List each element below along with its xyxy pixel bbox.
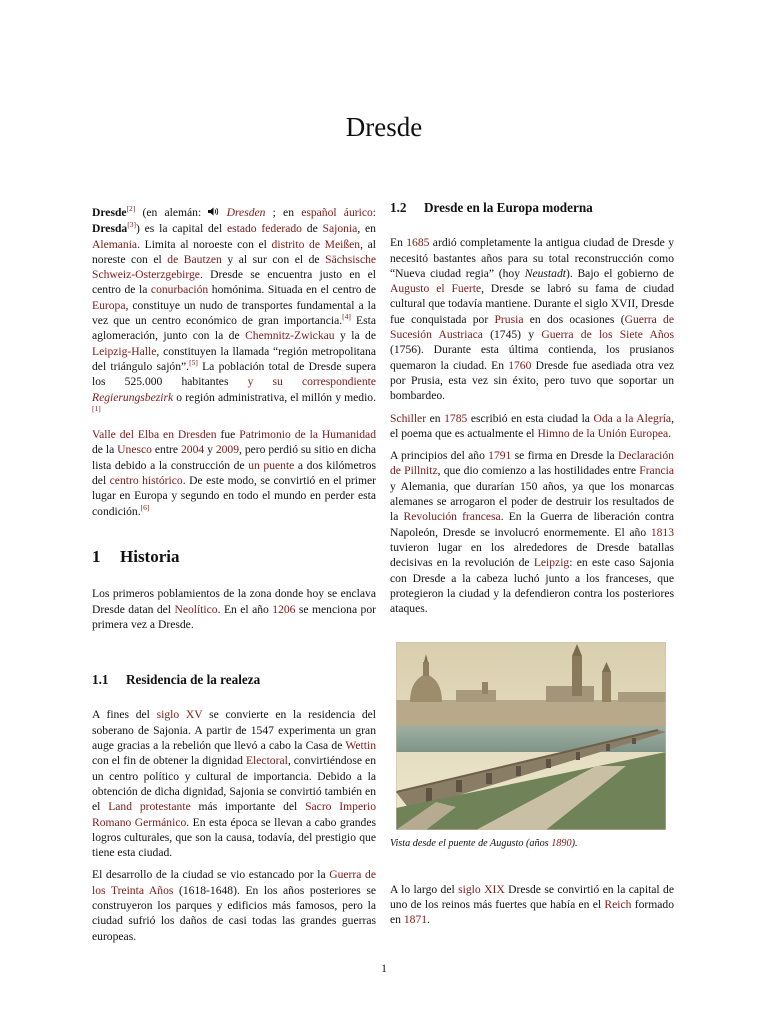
residencia-paragraph: A fines del siglo XV se convierte en la residencia del soberano de Sajonia. A partir de 1547 experimenta un gran auge gracias a la rebelión que llevó a cabo la Casa de Wettin con el fin de obtener la dignidad Electoral, convirtiéndose en un centro político y cultural de importancia. Debido a la obtención de dicha dignidad, Sajonia se convirtió también en el Land protestante más importante del Sacro Imperio Romano Germánico. En esta época se llevan a cabo grandes logros culturales, que son la causa, todavía, del prestigio que tiene esta ciudad. (92, 708, 377, 860)
link-revolucion-francesa[interactable]: Revolución francesa (403, 510, 501, 524)
ref-4[interactable]: [4] (342, 312, 351, 322)
link-sajonia[interactable]: Sajonia (322, 222, 358, 236)
link-1785[interactable]: 1785 (444, 411, 468, 425)
link-electoral[interactable]: Electoral (245, 754, 288, 768)
link-schiller[interactable]: Schiller (390, 411, 427, 425)
link-bautzen[interactable]: de Bautzen (167, 252, 222, 266)
link-siete-anos[interactable]: Guerra de los Siete Años (541, 328, 674, 342)
link-valle[interactable]: Valle del Elba en Dresden (92, 428, 217, 442)
right-column (390, 200, 674, 935)
speaker-icon[interactable] (208, 206, 219, 221)
lead-paragraph: Dresde[2] (en alemán: Dresden ; en español áurico: Dresda[3]) es la capital del estado federado de Sajonia, en Alemania. Limita al noroeste con el distrito de Meißen, al noreste con el de Bautzen y al sur con el de Sächsische Schweiz-Osterzgebirge. Dresde se encuentra justo en el centro de la conurbación homónima. Situada en el centro de Europa, constituye un nudo de transportes fundamental a la vez que un centro económico de gran importancia.[4] Esta aglomeración, junto con la de Chemnitz-Zwickau y la de Leipzig-Halle, constituyen la llamada “región metropolitana del triángulo sajón”.[5] La población total de Dresde supera los 525.000 habitantes y su correspondiente Regierungsbezirk o región administrativa, el millón y medio.[1] (92, 204, 377, 413)
link-1206[interactable]: 1206 (272, 602, 296, 616)
link-1791[interactable]: 1791 (488, 449, 512, 463)
link-regierungsbezirk[interactable]: Regierungsbezirk (92, 390, 174, 404)
left-column (92, 205, 376, 951)
link-1813[interactable]: 1813 (650, 525, 674, 539)
link-francia[interactable]: Francia (639, 464, 675, 478)
schiller-paragraph: Schiller en 1785 escribió en esta ciudad la Oda a la Alegría, el poema que es actualmente el Himno de la Unión Europea. (390, 411, 674, 440)
link-unesco[interactable]: Unesco (117, 443, 152, 457)
link-pillnitz[interactable]: Declaración de Pillnitz (390, 449, 674, 478)
link-sachsische[interactable]: Sächsische Schweiz-Osterzgebirge (92, 252, 377, 282)
siglo-xix-paragraph: A lo largo del siglo XIX Dresde se convirtió en la capital de uno de los reinos más fuertes que había en el Reich formado en 1871. (390, 882, 675, 927)
moderna-paragraph: En 1685 ardió completamente la antigua ciudad de Dresde y necesitó bastantes años para su total reconstrucción como “Nueva ciudad regia” (hoy Neustadt). Bajo el gobierno de Augusto el Fuerte, Dresde se labró su fama de ciudad cultural que todavía mantiene. Durante el siglo XVII, Dresde fue conquistada por Prusia en dos ocasiones (Guerra de Sucesión Austriaca (1745) y Guerra de los Siete Años (1756). Durante esta última contienda, los prusianos quemaron la ciudad. En 1760 Dresde fue asediada otra vez por Prusia, esta vez sin éxito, pero tuvo que soportar un bombardeo. (390, 236, 675, 403)
link-1685[interactable]: 1685 (406, 236, 430, 250)
figure-caption: Vista desde el puente de Augusto (años 1890). (390, 838, 578, 850)
link-dresden[interactable]: Dresden (226, 206, 266, 219)
link-guerra-treinta-anos[interactable]: Guerra de los Treinta Años (92, 868, 376, 897)
ref-2[interactable]: [2] (126, 204, 136, 213)
link-sucesion-austriaca[interactable]: Guerra de Sucesión Austriaca (390, 312, 674, 342)
link-puente[interactable]: un puente (248, 458, 295, 472)
link-patrimonio[interactable]: Patrimonio de la Humanidad (239, 428, 376, 442)
link-siglo-xix[interactable]: siglo XIX (458, 882, 505, 896)
link-1890[interactable]: 1890 (551, 838, 572, 850)
ref-5[interactable]: [5] (189, 357, 198, 367)
link-reich[interactable]: Reich (604, 898, 632, 912)
unesco-paragraph: Valle del Elba en Dresden fue Patrimonio de la Humanidad de la Unesco entre 2004 y 2009, pero perdió su sitio en dicha lista debido a la construcción de un puente a dos kilómetros del centro histórico. De este modo, se convirtió en el primer lugar en Europa y segundo en todo el mundo en perder esta condición.[6] (92, 428, 377, 518)
link-correspondiente[interactable]: y su correspondiente (247, 375, 376, 389)
link-estado-federado[interactable]: estado federado (226, 222, 302, 236)
term-dresda: Dresda (92, 222, 128, 236)
link-2009[interactable]: 2009 (215, 443, 240, 457)
link-leipzig-halle[interactable]: Leipzig-Halle (92, 344, 157, 358)
link-siglo-xv[interactable]: siglo XV (156, 708, 203, 722)
link-himno-union-europea[interactable]: Himno de la Unión Europea (537, 426, 669, 440)
figure (390, 642, 666, 851)
link-2004[interactable]: 2004 (180, 443, 205, 457)
section-heading-historia: 1 Historia (92, 546, 180, 566)
link-alemania[interactable]: Alemania (92, 237, 138, 251)
link-augusto-el-fuerte[interactable]: Augusto el Fuerte (390, 282, 482, 296)
page-title: Dresde (345, 112, 423, 142)
link-leipzig[interactable]: Leipzig (533, 556, 570, 570)
link-neolitico[interactable]: Neolítico (174, 602, 218, 616)
link-meissen[interactable]: distrito de Meißen (271, 237, 361, 251)
section-heading-residencia: 1.1 Residencia de la realeza (92, 672, 261, 688)
section-heading-moderna: 1.2 Dresde en la Europa moderna (390, 200, 593, 215)
link-1760[interactable]: 1760 (508, 358, 532, 372)
ref-3[interactable]: [3] (127, 220, 136, 230)
link-conurbacion[interactable]: conurbación (150, 283, 209, 297)
link-wettin[interactable]: Wettin (345, 739, 376, 753)
treinta-anos-paragraph: El desarrollo de la ciudad se vio estancado por la Guerra de los Treinta Años (1618-1648). En los años posteriores se construyeron los parques y edificios más famosos, pero la ciudad sufrió los daños de casi todas las grandes guerras europeas. (92, 868, 376, 943)
pillnitz-paragraph: A principios del año 1791 se firma en Dresde la Declaración de Pillnitz, que dio comienzo a las hostilidades entre Francia y Alemania, que durarían 150 años, ya que los monarcas alemanes se arrogaron el poder de destruir los resultados de la Revolución francesa. En la Guerra de liberación contra Napoleón, Dresde se involucró enormemente. El año 1813 tuvieron lugar en los alrededores de Dresde batallas decisivas en la revolución de Leipzig: en este caso Sajonia con Dresde a la cabeza luchó junto a los franceses, que protegieron la ciudad y la defendieron contra los posteriores ataques. (390, 449, 675, 616)
link-centro-historico[interactable]: centro histórico (109, 474, 183, 488)
link-europa[interactable]: Europa (92, 298, 126, 312)
link-espanol-aurico[interactable]: español áurico (301, 206, 373, 219)
term-dresde: Dresde (92, 206, 127, 219)
ref-6[interactable]: [6] (140, 502, 150, 512)
ref-1[interactable]: [1] (92, 403, 101, 413)
link-prusia[interactable]: Prusia (494, 312, 524, 326)
dresden-bridge-photo[interactable] (396, 642, 666, 830)
link-land-protestante[interactable]: Land protestante (108, 800, 191, 814)
link-chemnitz[interactable]: Chemnitz-Zwickau (245, 329, 335, 343)
link-1871[interactable]: 1871 (403, 913, 428, 927)
historia-paragraph: Los primeros poblamientos de la zona donde hoy se enclava Dresde datan del Neolítico. En el año 1206 se menciona por primera vez a Dresde. (92, 587, 376, 631)
page-number: 1 (381, 962, 387, 975)
link-oda-alegria[interactable]: Oda a la Alegría (593, 411, 672, 425)
link-sacro-imperio[interactable]: Sacro Imperio Romano Germánico (92, 800, 376, 829)
